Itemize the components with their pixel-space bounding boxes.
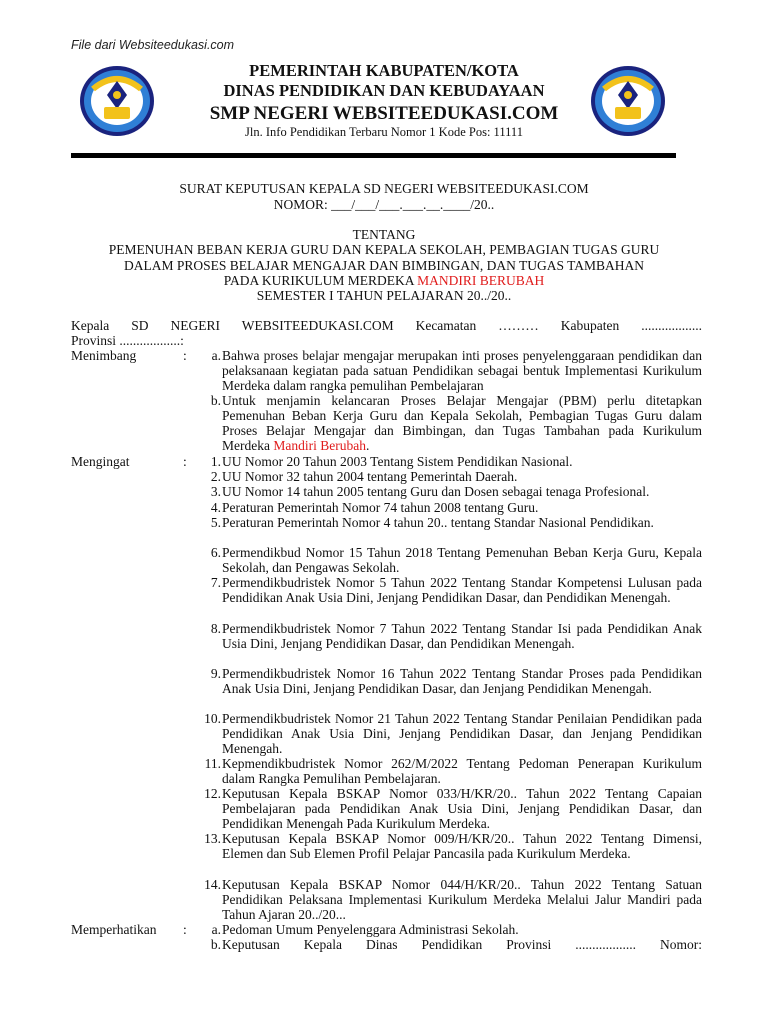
subject-highlight: MANDIRI BERUBAH [417, 273, 545, 288]
source-note: File dari Websiteedukasi.com [71, 38, 235, 52]
subject-line-3: PADA KURIKULUM MERDEKA MANDIRI BERUBAH [223, 273, 545, 288]
header-school-name: SMP NEGERI WEBSITEEDUKASI.COM [209, 103, 559, 124]
subject-line-4: SEMESTER I TAHUN PELAJARAN 20../20.. [256, 288, 512, 303]
decree-number: NOMOR: ___/___/___.___.__.____/20.. [273, 197, 495, 212]
subject-line-1: PEMENUHAN BEBAN KERJA GURU DAN KEPALA SEKOLAH, PEMBAGIAN TUGAS GURU [108, 242, 660, 257]
memperhatikan-label: Memperhatikan [71, 922, 157, 937]
mengingat-label: Mengingat [71, 454, 130, 469]
header-government: PEMERINTAH KABUPATEN/KOTA [249, 61, 519, 80]
intro-line-1: Kepala SD NEGERI WEBSITEEDUKASI.COM Kecamatan ……… Kabupaten .................. [71, 318, 702, 333]
subject-line-2: DALAM PROSES BELAJAR MENGAJAR DAN BIMBINGAN, DAN TUGAS TAMBAHAN [123, 258, 645, 273]
header-department: DINAS PENDIDIKAN DAN KEBUDAYAAN [223, 81, 545, 100]
intro-line-2: Provinsi ..................: [71, 333, 184, 348]
header-address: Jln. Info Pendidikan Terbaru Nomor 1 Kode Pos: 11111 [245, 125, 523, 139]
letterhead-divider [71, 153, 676, 158]
decree-considerations: Menimbang : a. Bahwa proses belajar mengajar merupakan inti proses penyelenggaraan pendidikan dan pelaksanaan kegiatan pada satuan Pendidikan sebagai bentuk Implementasi Kurikulum Merdeka dalam rangka pemulihan Pembelajaran b. Untuk menjamin kelancaran Proses Belajar Mengajar (PBM) perlu ditetapkan Pemenuhan Beban Kerja Guru dan Kepala Sekolah, Pembagian Tugas Guru dalam Proses Belajar Mengajar dan Bimbingan, dan Tugas Tambahan pada Kurikulum Merdeka Mandiri Berubah. Mengingat : 1. UU Nomor 20 Tahun 2003 Tentang Sistem Pendidikan Nasional. 2. UU Nomor 32 tahun 2004 tentang Pemerintah Daerah. 3. UU Nomor 14 tahun 2005 tentang Guru dan Dosen sebagai tenaga Profesional. 4. Peraturan Pemerintah Nomor 74 tahun 2008 tentang Guru. 5. Peraturan Pemerintah Nomor 4 tahun 20.. tentang Standar Nasional Pendidikan. 6. Permendikbud Nomor 15 Tahun 2018 Tentang Pemenuhan Beban Kerja Guru, Kepala Sekolah, dan Pengawas Sekolah. 7. Permendikbudristek Nomor 5 Tahun 2022 Tentang Standar Kompetensi Lulusan pada Pendidikan Anak Usia Dini, Jenjang Pendidikan Dasar, dan Pendidikan Menengah. 8. Permendikbudristek Nomor 7 Tahun 2022 Tentang Standar Isi pada Pendidikan Anak Usia Dini, Jenjang Pendidikan Dasar, dan Pendidikan Menengah. 9. Permendikbudristek Nomor 16 Tahun 2022 Tentang Standar Proses pada Pendidikan Anak Usia Dini, Jenjang Pendidikan Dasar, dan Jenjang Pendidikan Menengah. 10. Permendikbudristek Nomor 21 Tahun 2022 Tentang Standar Penilaian Pendidikan pada Pendidikan Anak Usia Dini, Jenjang Pendidikan Dasar, dan Jenjang Pendidikan Menengah. 11. Kepmendikbudristek Nomor 262/M/2022 Tentang Pedoman Penerapan Kurikulum dalam Rangka Pemulihan Pembelajaran. 12. Keputusan Kepala BSKAP Nomor 033/H/KR/20.. Tahun 2022 Tentang Capaian Pembelajaran pada Pendidikan Anak Usia Dini, Jenjang Pendidikan Dasar, dan Pendidikan Menengah Pada Kurikulum Merdeka. 13. Keputusan Kepala BSKAP Nomor 009/H/KR/20.. Tahun 2022 Tentang Dimensi, Elemen dan Sub Elemen Profil Pelajar Pancasila pada Kurikulum Merdeka. 14. Keputusan Kepala BSKAP Nomor 044/H/KR/20.. Tahun 2022 Tentang Satuan Pendidikan Pelaksana Implementasi Kurikulum Merdeka Melalui Jalur Mandiri pada Tahun Ajaran 20../20... Memperhatikan : a. Pedoman Umum Penyelenggara Administrasi Sekolah. b. Keputusan Kepala Dinas Pendidikan Provinsi .................. Nomor: [71, 348, 702, 952]
menimbang-label: Menimbang [71, 348, 137, 363]
tentang-heading: TENTANG [352, 227, 416, 242]
decree-title: SURAT KEPUTUSAN KEPALA SD NEGERI WEBSITEEDUKASI.COM [179, 181, 589, 196]
